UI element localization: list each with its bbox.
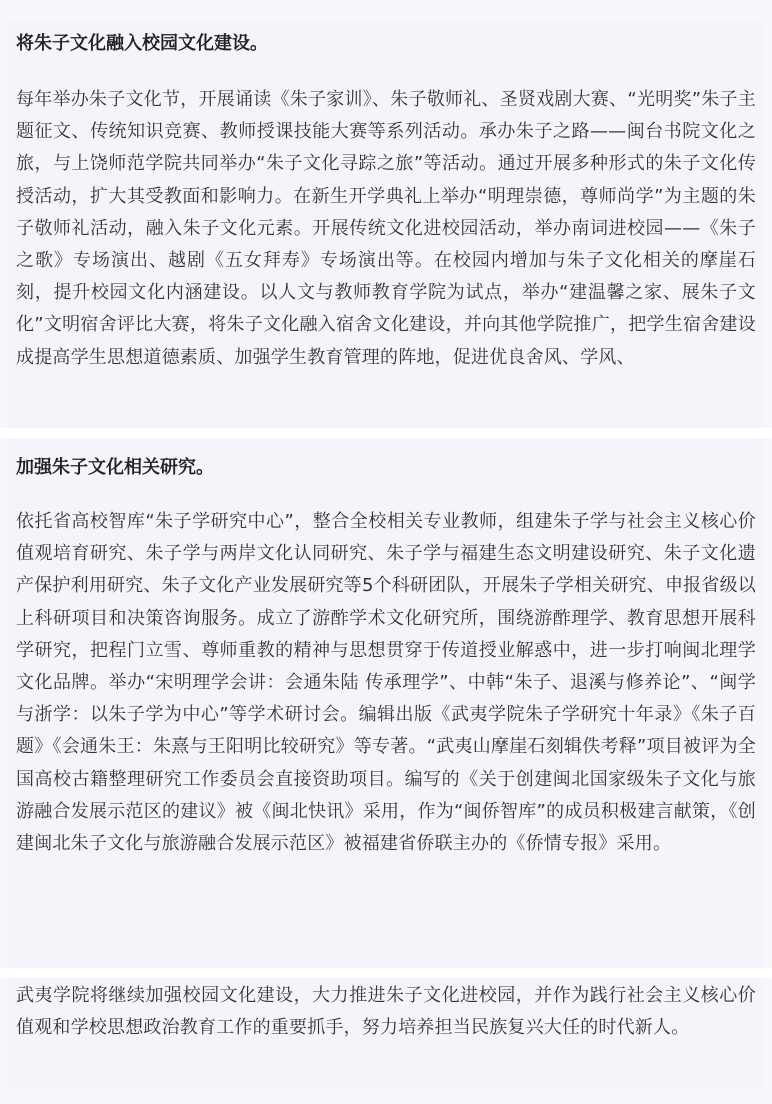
section-divider (0, 968, 772, 978)
section-paragraph: 依托省高校智库“朱子学研究中心”，整合全校相关专业教师，组建朱子学与社会主义核心价值观培育研究、朱子学与两岸文化认同研究、朱子学与福建生态文明建设研究、朱子文化遗产保护利用研究、朱子文化产业发展研究等5个科研团队，开展朱子学相关研究、申报省级以上科研项目和决策咨询服务。成立了游酢学术文化研究所，围绕游酢理学、教育思想开展科学研究，把程门立雪、尊师重教的精神与思想贯穿于传道授业解惑中，进一步打响闽北理学文化品牌。举办“宋明理学会讲：会通朱陆 传承理学”、中韩“朱子、退溪与修养论”、“闽学与浙学：以朱子学为中心”等学术研讨会。编辑出版《武夷学院朱子学研究十年录》《朱子百题》《会通朱王：朱熹与王阳明比较研究》等专著。“武夷山摩崖石刻辑佚考释”项目被评为全国高校古籍整理研究工作委员会直接资助项目。编写的《关于创建闽北国家级朱子文化与旅游融合发展示范区的建议》被《闽北快讯》采用，作为“闽侨智库”的成员积极建言献策，《创建闽北朱子文化与旅游融合发展示范区》被福建省侨联主办的《侨情专报》采用。 (16, 511, 756, 855)
section-divider (0, 428, 772, 438)
section-heading: 加强朱子文化相关研究。 (16, 457, 214, 478)
closing-paragraph: 武夷学院将继续加强校园文化建设，大力推进朱子文化进校园，并作为践行社会主义核心价值观和学校思想政治教育工作的重要抓手，努力培养担当民族复兴大任的时代新人。 (16, 985, 756, 1039)
section-heading: 将朱子文化融入校园文化建设。 (16, 33, 268, 54)
section-paragraph: 每年举办朱子文化节，开展诵读《朱子家训》、朱子敬师礼、圣贤戏剧大赛、“光明奖”朱子主题征文、传统知识竞赛、教师授课技能大赛等系列活动。承办朱子之路——闽台书院文化之旅，与上饶师范学院共同举办“朱子文化寻踪之旅”等活动。通过开展多种形式的朱子文化传授活动，扩大其受教面和影响力。在新生开学典礼上举办“明理崇德，尊师尚学”为主题的朱子敬师礼活动，融入朱子文化元素。开展传统文化进校园活动，举办南词进校园——《朱子之歌》专场演出、越剧《五女拜寿》专场演出等。在校园内增加与朱子文化相关的摩崖石刻，提升校园文化内涵建设。以人文与教师教育学院为试点，举办“建温馨之家、展朱子文化”文明宿舍评比大赛，将朱子文化融入宿舍文化建设，并向其他学院推广，把学生宿舍建设成提高学生思想道德素质、加强学生教育管理的阵地，促进优良舍风、学风、 (16, 89, 756, 368)
